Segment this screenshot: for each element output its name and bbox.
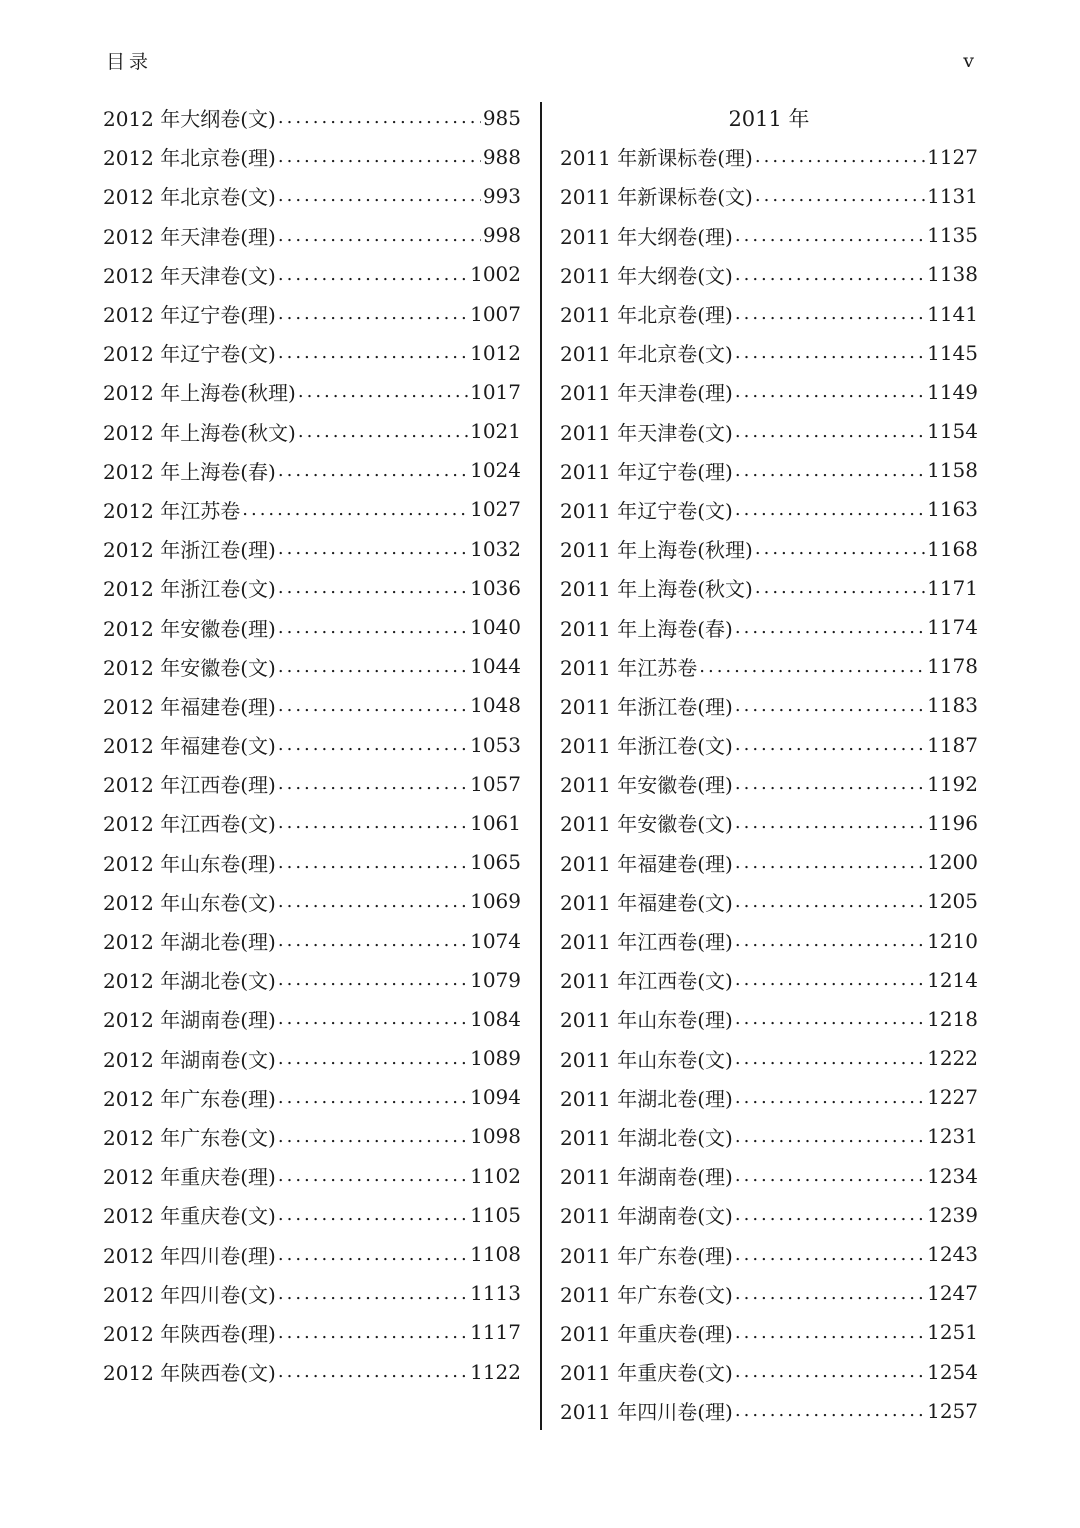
toc-entry-page: 1102 [470, 1163, 521, 1188]
toc-entry-page: 1032 [470, 536, 521, 561]
toc-entry-page: 1122 [470, 1359, 521, 1384]
dot-leader [755, 577, 925, 598]
dot-leader [278, 773, 468, 794]
toc-entry[interactable] [560, 843, 978, 882]
dot-leader [278, 695, 468, 716]
toc-entry[interactable] [103, 843, 521, 882]
toc-entry-label: 2011 年新课标卷(文) [560, 185, 753, 210]
toc-entry-label: 2011 年辽宁卷(理) [560, 459, 733, 484]
dot-leader [735, 1400, 925, 1421]
toc-entry-page: 1254 [927, 1359, 978, 1384]
toc-entry-page: 1017 [470, 379, 521, 404]
toc-entry[interactable] [103, 1117, 521, 1156]
toc-entry-label: 2011 年北京卷(理) [560, 303, 733, 328]
toc-entry-label: 2012 年重庆卷(文) [103, 1204, 276, 1229]
dot-leader [278, 264, 468, 285]
toc-entry[interactable] [560, 216, 978, 255]
dot-leader [735, 421, 925, 442]
toc-entry-label: 2012 年上海卷(秋理) [103, 381, 296, 406]
toc-entry-label: 2012 年江西卷(文) [103, 812, 276, 837]
dot-leader [242, 499, 468, 520]
dot-leader [278, 930, 468, 951]
toc-entry-label: 2012 年江西卷(理) [103, 773, 276, 798]
toc-entry-page: 1098 [470, 1124, 521, 1149]
toc-entry-page: 1061 [470, 810, 521, 835]
dot-leader [735, 1283, 925, 1304]
toc-entry[interactable] [560, 568, 978, 607]
dot-leader [278, 460, 468, 481]
dot-leader [278, 342, 468, 363]
toc-entry[interactable] [560, 1195, 978, 1234]
toc-entry[interactable] [560, 255, 978, 294]
toc-entry-label: 2012 年安徽卷(理) [103, 616, 276, 641]
dot-leader [699, 656, 925, 677]
toc-entry[interactable] [103, 607, 521, 646]
toc-entry-page: 1048 [470, 693, 521, 718]
toc-entry-page: 1053 [470, 732, 521, 757]
toc-entry[interactable] [103, 98, 521, 137]
toc-entry-label: 2011 年安徽卷(文) [560, 812, 733, 837]
toc-entry-page: 1012 [470, 340, 521, 365]
toc-entry[interactable] [103, 412, 521, 451]
toc-entry[interactable] [103, 803, 521, 842]
toc-entry[interactable] [103, 1195, 521, 1234]
toc-entry-page: 1021 [470, 419, 521, 444]
toc-entry-label: 2011 年广东卷(理) [560, 1243, 733, 1268]
toc-entry-page: 1187 [927, 732, 978, 757]
toc-entry-page: 1127 [927, 144, 978, 169]
toc-entry-page: 1234 [927, 1163, 978, 1188]
dot-leader [735, 1048, 925, 1069]
toc-entry-label: 2011 年重庆卷(文) [560, 1361, 733, 1386]
toc-entry-label: 2012 年大纲卷(文) [103, 107, 276, 132]
toc-entry-label: 2012 年广东卷(理) [103, 1086, 276, 1111]
toc-entry-label: 2011 年湖南卷(文) [560, 1204, 733, 1229]
toc-entry-label: 2012 年安徽卷(文) [103, 655, 276, 680]
toc-entry-page: 1145 [927, 340, 978, 365]
dot-leader [735, 852, 925, 873]
toc-entry[interactable] [103, 921, 521, 960]
dot-leader [735, 381, 925, 402]
toc-entry-label: 2011 年辽宁卷(文) [560, 498, 733, 523]
toc-entry[interactable] [103, 176, 521, 215]
toc-entry[interactable] [560, 1313, 978, 1352]
dot-leader [735, 969, 925, 990]
toc-entry-page: 1079 [470, 967, 521, 992]
dot-leader [278, 1322, 468, 1343]
toc-entry[interactable] [103, 1352, 521, 1391]
toc-entry-label: 2011 年重庆卷(理) [560, 1321, 733, 1346]
toc-entry-label: 2012 年福建卷(理) [103, 694, 276, 719]
dot-leader [278, 538, 468, 559]
dot-leader [278, 617, 468, 638]
toc-entry-label: 2011 年大纲卷(理) [560, 224, 733, 249]
toc-entry-label: 2011 年湖北卷(理) [560, 1086, 733, 1111]
toc-entry[interactable] [560, 607, 978, 646]
toc-entry[interactable] [103, 255, 521, 294]
dot-leader [278, 185, 481, 206]
toc-entry-page: 1171 [927, 575, 978, 600]
toc-entry[interactable] [103, 294, 521, 333]
toc-entry-label: 2012 年湖南卷(理) [103, 1008, 276, 1033]
toc-right-entries [560, 137, 978, 1430]
toc-entry[interactable] [560, 412, 978, 451]
toc-entry-label: 2012 年陕西卷(文) [103, 1361, 276, 1386]
toc-entry-label: 2011 年山东卷(文) [560, 1047, 733, 1072]
toc-entry-page: 1247 [927, 1281, 978, 1306]
toc-entry-label: 2011 年新课标卷(理) [560, 146, 753, 171]
toc-entry-label: 2012 年四川卷(文) [103, 1282, 276, 1307]
toc-entry[interactable] [103, 999, 521, 1038]
toc-entry-label: 2011 年四川卷(理) [560, 1400, 733, 1425]
toc-entry-label: 2012 年山东卷(理) [103, 851, 276, 876]
toc-entry-page: 1040 [470, 615, 521, 640]
dot-leader [735, 342, 925, 363]
toc-entry[interactable] [560, 372, 978, 411]
toc-entry-label: 2012 年四川卷(理) [103, 1243, 276, 1268]
toc-entry[interactable] [103, 882, 521, 921]
toc-entry[interactable] [103, 137, 521, 176]
toc-entry-page: 1007 [470, 301, 521, 326]
toc-entry-page: 1089 [470, 1046, 521, 1071]
toc-entry-page: 1243 [927, 1242, 978, 1267]
toc-entry[interactable] [560, 1234, 978, 1273]
toc-entry-page: 1149 [927, 379, 978, 404]
toc-left-column [103, 98, 521, 1391]
toc-entry[interactable] [103, 490, 521, 529]
dot-leader [278, 969, 468, 990]
running-header-section: 目录 [106, 51, 153, 73]
dot-leader [735, 225, 925, 246]
toc-entry[interactable] [560, 294, 978, 333]
toc-entry-label: 2011 年福建卷(文) [560, 890, 733, 915]
toc-entry-label: 2012 年湖北卷(理) [103, 930, 276, 955]
toc-entry-label: 2012 年陕西卷(理) [103, 1321, 276, 1346]
dot-leader [278, 303, 468, 324]
toc-entry-label: 2012 年福建卷(文) [103, 734, 276, 759]
dot-leader [278, 1361, 468, 1382]
toc-entry-page: 1231 [927, 1124, 978, 1149]
toc-entry[interactable] [103, 372, 521, 411]
dot-leader [735, 695, 925, 716]
dot-leader [278, 1048, 468, 1069]
toc-entry-label: 2012 年广东卷(文) [103, 1125, 276, 1150]
toc-right-column [560, 98, 978, 1430]
column-divider [540, 102, 542, 1430]
toc-entry[interactable] [103, 1039, 521, 1078]
toc-entry-page: 1024 [470, 458, 521, 483]
toc-entry-page: 1138 [927, 262, 978, 287]
toc-entry-page: 1183 [927, 693, 978, 718]
toc-entry-page: 1027 [470, 497, 521, 522]
toc-entry-label: 2011 年广东卷(文) [560, 1282, 733, 1307]
toc-entry[interactable] [560, 1274, 978, 1313]
toc-entry[interactable] [103, 1234, 521, 1273]
toc-entry-page: 1084 [470, 1006, 521, 1031]
toc-entry[interactable] [103, 529, 521, 568]
toc-entry-page: 1214 [927, 967, 978, 992]
toc-entry[interactable] [560, 960, 978, 999]
dot-leader [278, 1244, 468, 1265]
toc-entry[interactable] [560, 529, 978, 568]
toc-entry-page: 998 [482, 223, 521, 248]
dot-leader [278, 1165, 468, 1186]
toc-entry-label: 2012 年辽宁卷(理) [103, 303, 276, 328]
toc-entry[interactable] [560, 1352, 978, 1391]
toc-entry-page: 1065 [470, 850, 521, 875]
toc-entry-label: 2012 年江苏卷 [103, 498, 241, 523]
toc-entry-label: 2011 年上海卷(春) [560, 616, 733, 641]
toc-entry-page: 1192 [927, 771, 978, 796]
toc-entry-page: 1002 [470, 262, 521, 287]
dot-leader [278, 852, 468, 873]
dot-leader [735, 1322, 925, 1343]
toc-entry-page: 1069 [470, 889, 521, 914]
dot-leader [278, 891, 468, 912]
dot-leader [735, 891, 925, 912]
dot-leader [278, 107, 481, 128]
toc-entry[interactable] [560, 333, 978, 372]
toc-entry-page: 993 [482, 183, 521, 208]
dot-leader [735, 499, 925, 520]
page-number: v [963, 50, 974, 72]
dot-leader [735, 303, 925, 324]
toc-entry-label: 2011 年安徽卷(理) [560, 773, 733, 798]
toc-entry[interactable] [560, 882, 978, 921]
dot-leader [278, 734, 468, 755]
dot-leader [298, 421, 468, 442]
toc-entry[interactable] [560, 647, 978, 686]
dot-leader [735, 1087, 925, 1108]
toc-entry-label: 2012 年辽宁卷(文) [103, 342, 276, 367]
dot-leader [755, 146, 925, 167]
dot-leader [735, 1361, 925, 1382]
dot-leader [735, 617, 925, 638]
toc-entry[interactable] [560, 999, 978, 1038]
toc-entry-page: 1131 [927, 183, 978, 208]
toc-entry-label: 2011 年湖北卷(文) [560, 1125, 733, 1150]
toc-entry-label: 2011 年江西卷(文) [560, 969, 733, 994]
toc-entry-label: 2011 年江苏卷 [560, 655, 698, 680]
dot-leader [278, 812, 468, 833]
dot-leader [278, 1087, 468, 1108]
dot-leader [735, 812, 925, 833]
toc-entry-page: 1108 [470, 1242, 521, 1267]
toc-entry[interactable] [103, 451, 521, 490]
toc-entry-page: 988 [482, 144, 521, 169]
toc-entry-label: 2012 年山东卷(文) [103, 890, 276, 915]
toc-entry[interactable] [560, 1156, 978, 1195]
toc-entry[interactable] [560, 1391, 978, 1430]
toc-entry-page: 985 [482, 105, 521, 130]
toc-entry-label: 2012 年北京卷(文) [103, 185, 276, 210]
toc-entry-page: 1200 [927, 850, 978, 875]
dot-leader [278, 577, 468, 598]
toc-entry[interactable] [103, 1313, 521, 1352]
toc-entry-page: 1210 [927, 928, 978, 953]
dot-leader [278, 1126, 468, 1147]
dot-leader [755, 538, 925, 559]
toc-entry-label: 2011 年上海卷(秋理) [560, 538, 753, 563]
toc-entry[interactable] [560, 921, 978, 960]
dot-leader [735, 773, 925, 794]
toc-entry[interactable] [103, 764, 521, 803]
toc-entry[interactable] [103, 686, 521, 725]
toc-entry-page: 1178 [927, 654, 978, 679]
dot-leader [735, 930, 925, 951]
dot-leader [278, 146, 481, 167]
toc-entry-label: 2011 年大纲卷(文) [560, 263, 733, 288]
toc-entry[interactable] [103, 725, 521, 764]
toc-entry-page: 1257 [927, 1398, 978, 1423]
dot-leader [735, 1165, 925, 1186]
dot-leader [735, 734, 925, 755]
toc-entry[interactable] [560, 1039, 978, 1078]
toc-entry-label: 2011 年上海卷(秋文) [560, 577, 753, 602]
toc-entry-page: 1239 [927, 1202, 978, 1227]
dot-leader [278, 1008, 468, 1029]
toc-entry-page: 1163 [927, 497, 978, 522]
toc-entry-label: 2012 年上海卷(秋文) [103, 420, 296, 445]
dot-leader [735, 460, 925, 481]
toc-entry-page: 1154 [927, 419, 978, 444]
dot-leader [278, 656, 468, 677]
toc-entry[interactable] [560, 490, 978, 529]
section-heading-2011: 2011 年 [728, 106, 810, 131]
toc-entry-label: 2012 年天津卷(文) [103, 263, 276, 288]
dot-leader [278, 1283, 468, 1304]
toc-entry[interactable] [560, 176, 978, 215]
dot-leader [735, 264, 925, 285]
toc-entry-label: 2011 年北京卷(文) [560, 342, 733, 367]
toc-entry[interactable] [103, 647, 521, 686]
toc-entry[interactable] [560, 725, 978, 764]
toc-entry-label: 2012 年浙江卷(理) [103, 538, 276, 563]
dot-leader [735, 1126, 925, 1147]
toc-entry-label: 2011 年江西卷(理) [560, 930, 733, 955]
toc-entry[interactable] [103, 960, 521, 999]
dot-leader [755, 185, 925, 206]
dot-leader [278, 1204, 468, 1225]
toc-entry[interactable] [103, 568, 521, 607]
toc-entry-page: 1158 [927, 458, 978, 483]
toc-entry-page: 1174 [927, 615, 978, 640]
toc-entry-page: 1196 [927, 810, 978, 835]
toc-entry[interactable] [560, 686, 978, 725]
toc-entry-page: 1135 [927, 223, 978, 248]
toc-entry-label: 2011 年湖南卷(理) [560, 1165, 733, 1190]
toc-entry-label: 2011 年山东卷(理) [560, 1008, 733, 1033]
toc-entry-page: 1218 [927, 1006, 978, 1031]
dot-leader [735, 1204, 925, 1225]
toc-entry-label: 2012 年湖北卷(文) [103, 969, 276, 994]
toc-entry-page: 1044 [470, 654, 521, 679]
toc-entry[interactable] [103, 1274, 521, 1313]
toc-entry-label: 2012 年重庆卷(理) [103, 1165, 276, 1190]
dot-leader [735, 1008, 925, 1029]
dot-leader [298, 381, 468, 402]
toc-entry[interactable] [560, 1078, 978, 1117]
toc-entry-label: 2011 年福建卷(理) [560, 851, 733, 876]
toc-entry[interactable] [560, 803, 978, 842]
toc-entry-page: 1251 [927, 1320, 978, 1345]
toc-entry-page: 1205 [927, 889, 978, 914]
toc-entry[interactable] [103, 1078, 521, 1117]
toc-entry-page: 1141 [927, 301, 978, 326]
toc-entry-label: 2011 年天津卷(理) [560, 381, 733, 406]
toc-entry[interactable] [560, 451, 978, 490]
toc-entry[interactable] [103, 333, 521, 372]
toc-entry-page: 1222 [927, 1046, 978, 1071]
toc-entry-page: 1117 [470, 1320, 521, 1345]
toc-entry-page: 1094 [470, 1085, 521, 1110]
toc-entry-page: 1227 [927, 1085, 978, 1110]
toc-entry-label: 2012 年北京卷(理) [103, 146, 276, 171]
dot-leader [735, 1244, 925, 1265]
toc-entry-label: 2011 年浙江卷(文) [560, 734, 733, 759]
toc-entry-page: 1057 [470, 771, 521, 796]
toc-entry[interactable] [103, 216, 521, 255]
toc-entry-page: 1113 [470, 1281, 521, 1306]
toc-entry-label: 2011 年浙江卷(理) [560, 694, 733, 719]
toc-entry-label: 2012 年浙江卷(文) [103, 577, 276, 602]
toc-entry[interactable] [560, 764, 978, 803]
toc-entry-label: 2011 年天津卷(文) [560, 420, 733, 445]
toc-entry[interactable] [560, 137, 978, 176]
toc-entry-label: 2012 年天津卷(理) [103, 224, 276, 249]
toc-entry-page: 1105 [470, 1202, 521, 1227]
toc-entry-label: 2012 年湖南卷(文) [103, 1047, 276, 1072]
toc-entry[interactable] [560, 1117, 978, 1156]
toc-entry-page: 1074 [470, 928, 521, 953]
toc-entry-page: 1036 [470, 575, 521, 600]
toc-entry-page: 1168 [927, 536, 978, 561]
toc-entry[interactable] [103, 1156, 521, 1195]
toc-entry-label: 2012 年上海卷(春) [103, 459, 276, 484]
dot-leader [278, 225, 481, 246]
